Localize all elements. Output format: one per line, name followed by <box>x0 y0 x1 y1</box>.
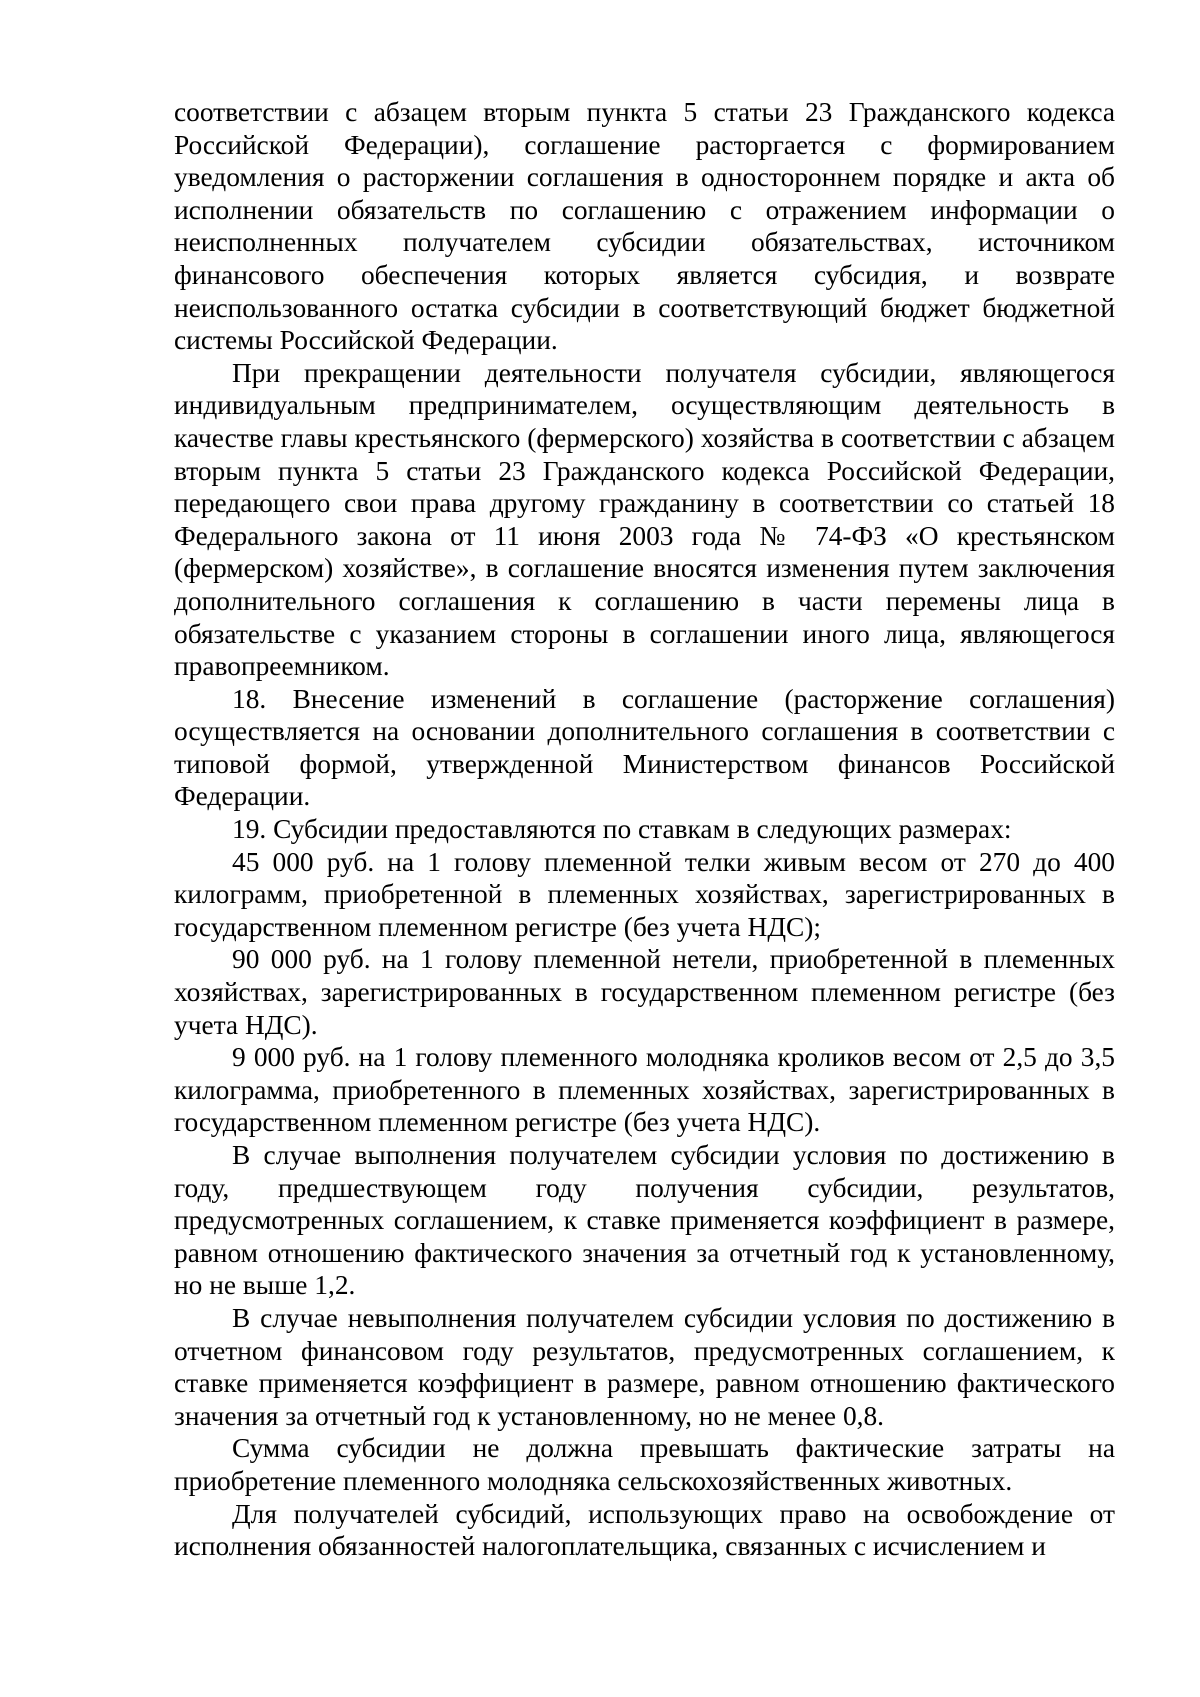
paragraph-rate-pregnant-heifer: 90 000 руб. на 1 голову племенной нетели, приобретенной в племенных хозяйствах, зарегистрированных в государственном племенном регистре (без учета НДС). <box>174 944 1115 1040</box>
paragraph-termination-continuation: соответствии с абзацем вторым пункта 5 статьи 23 Гражданского кодекса Российской Федерации), соглашение расторгается с формированием уведомления о расторжении соглашения в одностороннем порядке и акта об исполнении обязательств по соглашению с отражением информации о неисполненных получателем субсидии обязательствах, источником финансового обеспечения которых является субсидия, и возврате неиспользованного остатка субсидии в соответствующий бюджет бюджетной системы Российской Федерации. <box>174 97 1115 356</box>
paragraph-subsidy-limit: Сумма субсидии не должна превышать фактические затраты на приобретение племенного молодняка сельскохозяйственных животных. <box>174 1433 1115 1496</box>
paragraph-coefficient-increase: В случае выполнения получателем субсидии условия по достижению в году, предшествующем году получения субсидии, результатов, предусмотренных соглашением, к ставке применяется коэффициент в размере, равном отношению фактического значения за отчетный год к установленному, но не выше 1,2. <box>174 1140 1115 1301</box>
paragraph-tax-exempt-recipients: Для получателей субсидий, использующих право на освобождение от исполнения обязанностей налогоплательщика, связанных с исчислением и <box>174 1498 1115 1562</box>
document-page <box>174 96 1115 1563</box>
paragraph-rate-rabbits: 9 000 руб. на 1 голову племенного молодняка кроликов весом от 2,5 до 3,5 килограмма, приобретенного в племенных хозяйствах, зарегистрированных в государственном племенном регистре (без учета НДС). <box>174 1042 1115 1138</box>
paragraph-item-18: 18. Внесение изменений в соглашение (расторжение соглашения) осуществляется на основании дополнительного соглашения в соответствии с типовой формой, утвержденной Министерством финансов Российской Федерации. <box>174 683 1115 812</box>
paragraph-item-19: 19. Субсидии предоставляются по ставкам в следующих размерах: <box>232 814 1012 845</box>
paragraph-coefficient-decrease: В случае невыполнения получателем субсидии условия по достижению в отчетном финансовом году результатов, предусмотренных соглашением, к ставке применяется коэффициент в размере, равном отношению фактического значения за отчетный год к установленному, но не менее 0,8. <box>174 1302 1115 1431</box>
paragraph-rate-heifer: 45 000 руб. на 1 голову племенной телки живым весом от 270 до 400 килограмм, приобретенной в племенных хозяйствах, зарегистрированных в государственном племенном регистре (без учета НДС); <box>174 846 1115 942</box>
paragraph-farm-head-succession: При прекращении деятельности получателя субсидии, являющегося индивидуальным предпринимателем, осуществляющим деятельность в качестве главы крестьянского (фермерского) хозяйства в соответствии с абзацем вторым пункта 5 статьи 23 Гражданского кодекса Российской Федерации, передающего свои права другому гражданину в соответствии со статьей 18 Федерального закона от 11 июня 2003 года № 74-ФЗ «О крестьянском (фермерском) хозяйстве», в соглашение вносятся изменения путем заключения дополнительного соглашения к соглашению в части перемены лица в обязательстве с указанием стороны в соглашении иного лица, являющегося правопреемником. <box>174 357 1115 682</box>
